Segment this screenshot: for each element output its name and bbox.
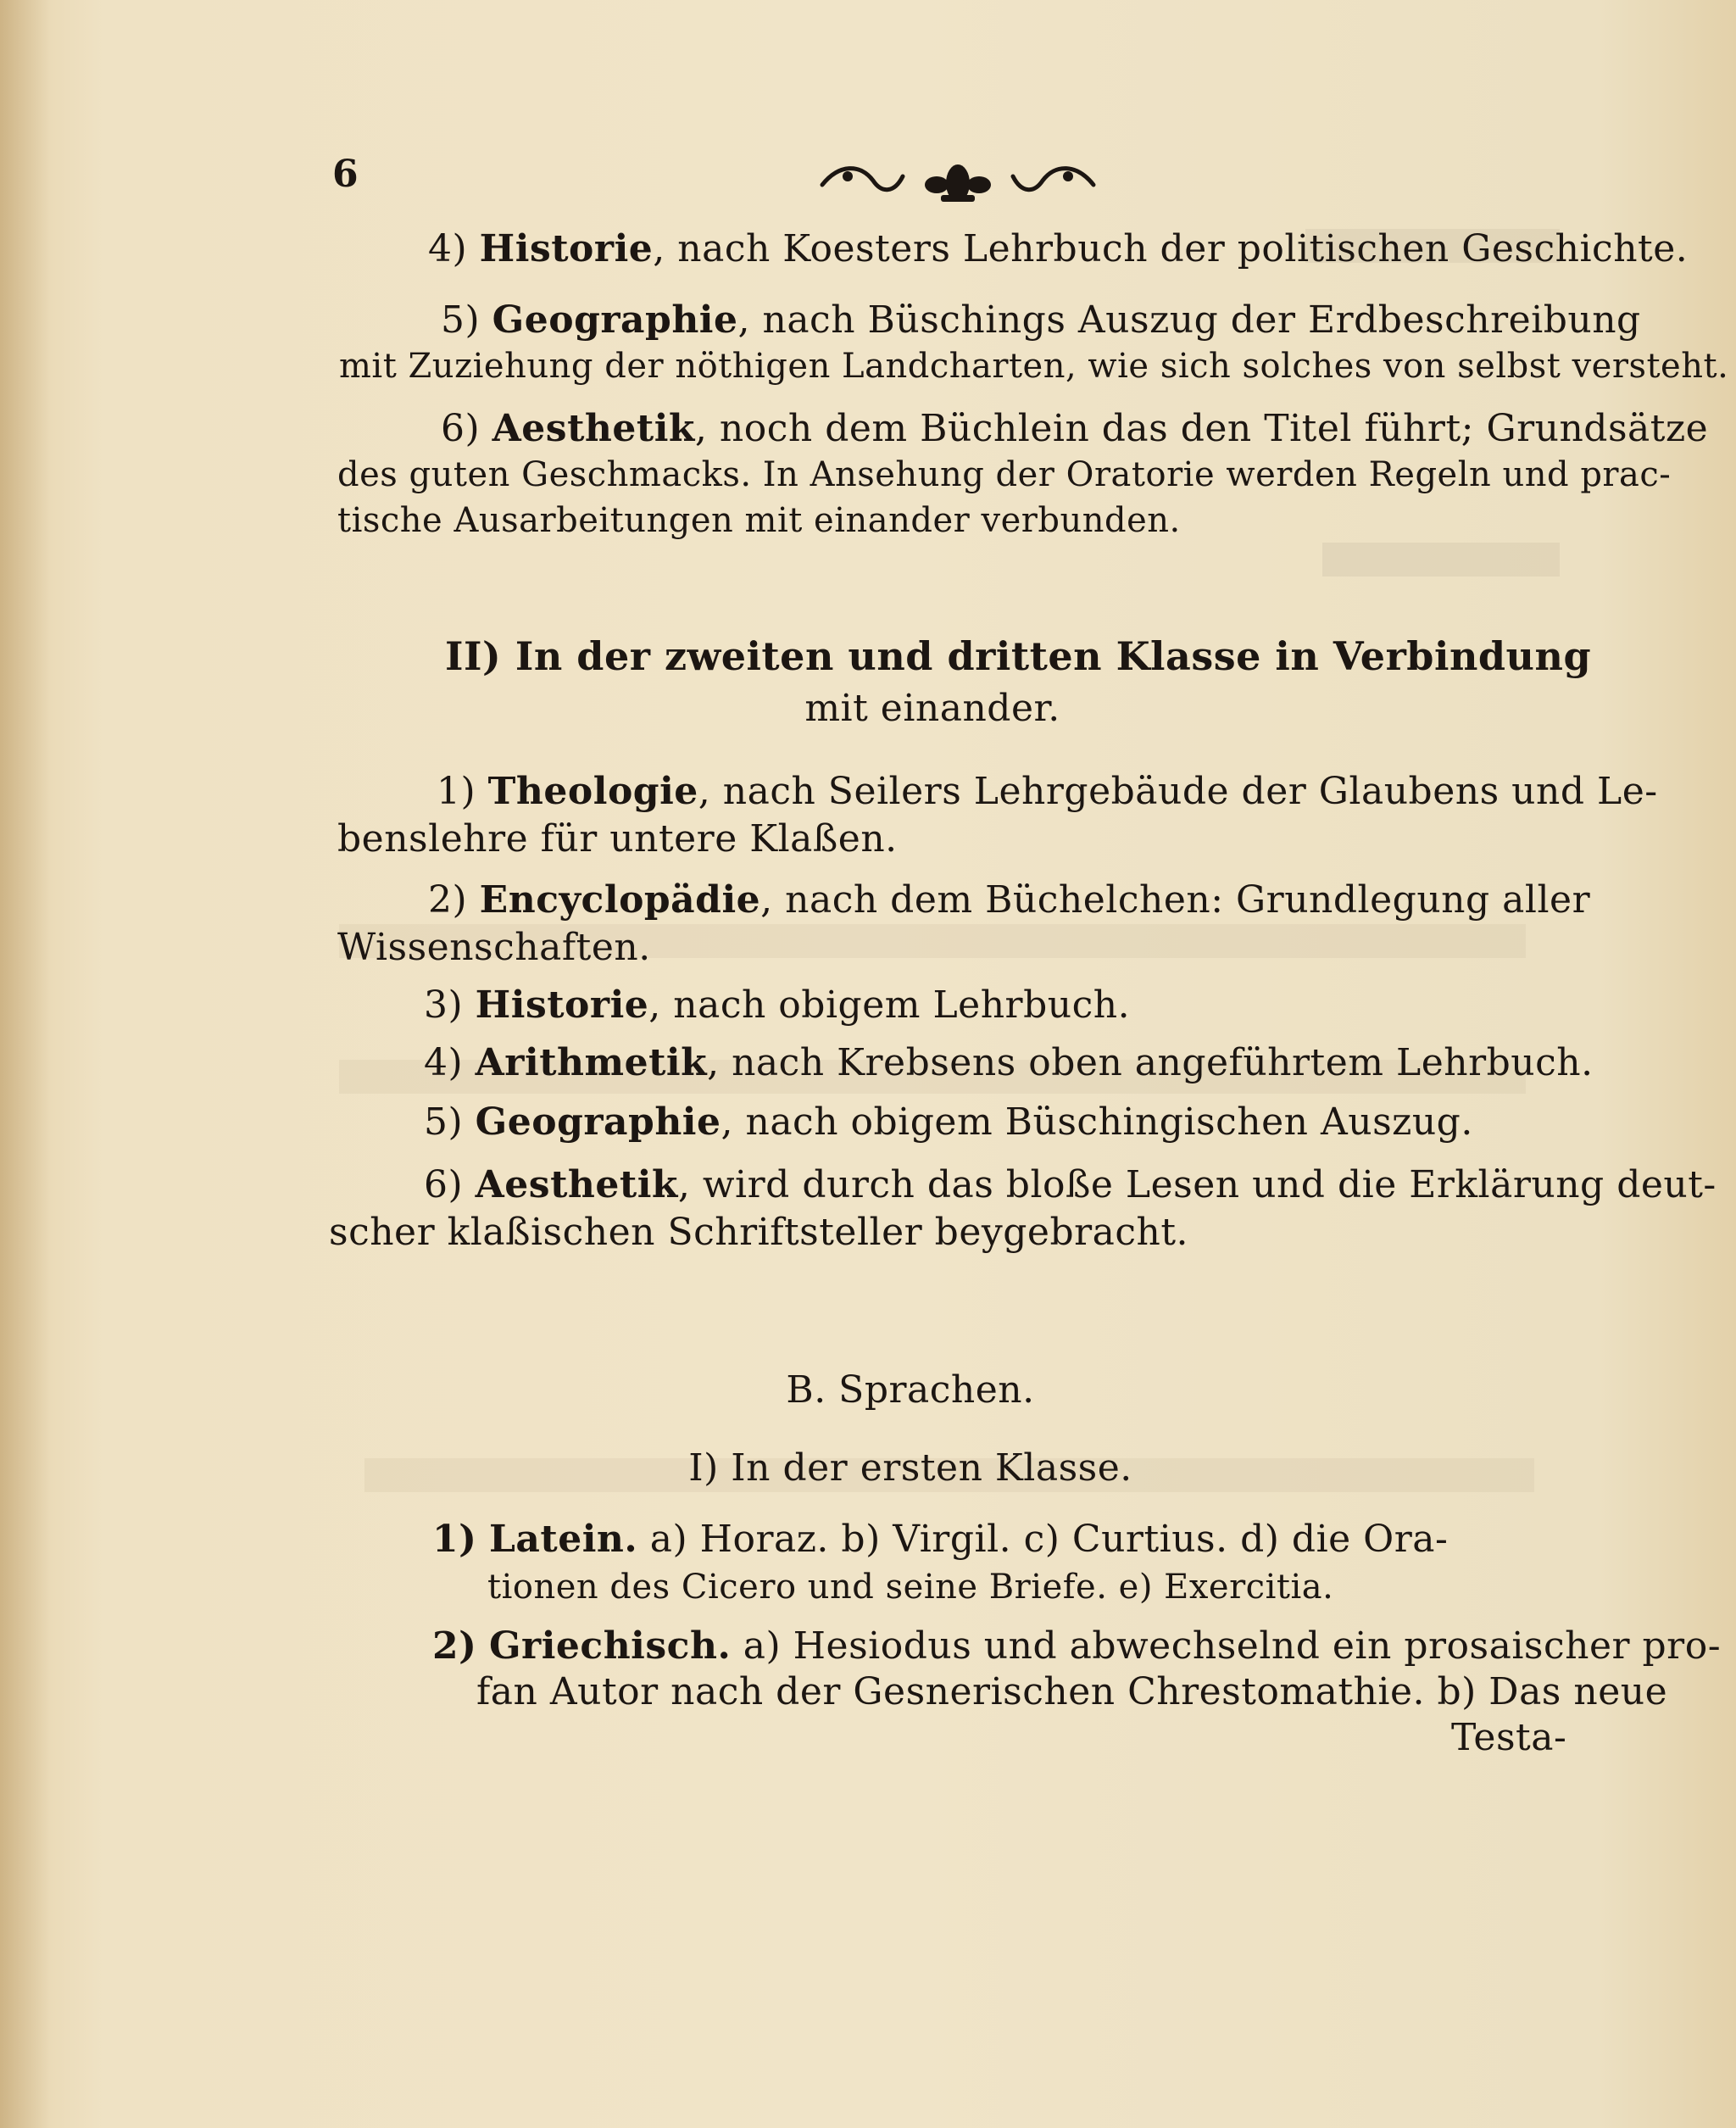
- list-item: [432, 1624, 1721, 1668]
- page-number: 6: [332, 153, 359, 196]
- item-subject: Geographie: [492, 298, 738, 342]
- list-item: [424, 983, 1130, 1028]
- list-item: [432, 1518, 1448, 1562]
- item-subject: Historie: [475, 983, 649, 1027]
- item-subject: Arithmetik: [475, 1041, 708, 1084]
- item-subject: Geographie: [475, 1100, 721, 1144]
- ornament-vignette-icon: [814, 151, 1102, 210]
- list-item: [424, 1100, 1473, 1145]
- item-number: 5): [441, 298, 481, 342]
- item-continuation: scher klaßischen Schriftsteller beygebracht.: [329, 1211, 1189, 1254]
- item-number: 3): [424, 983, 464, 1027]
- item-text: a) Horaz. b) Virgil. c) Curtius. d) die Ora-: [649, 1518, 1449, 1561]
- item-number: 6): [424, 1163, 464, 1206]
- item-text: , noch dem Büchlein das den Titel führt; Grundsätze: [694, 407, 1709, 450]
- section-heading: II) In der zweiten und dritten Klasse in Verbindung: [445, 633, 1592, 679]
- item-subject: Historie: [479, 227, 654, 270]
- item-subject: Theologie: [487, 770, 698, 813]
- item-subject: Griechisch.: [488, 1624, 732, 1668]
- item-continuation: tische Ausarbeitungen mit einander verbunden.: [337, 501, 1181, 540]
- item-number: 1): [437, 770, 476, 813]
- list-item: [424, 1041, 1594, 1085]
- catchword: Testa-: [1451, 1716, 1567, 1759]
- item-text: , nach Büschings Auszug der Erdbeschreibung: [737, 298, 1641, 342]
- item-continuation: tionen des Cicero und seine Briefe. e) Exercitia.: [487, 1568, 1334, 1607]
- list-item: [437, 770, 1658, 814]
- section-heading: B. Sprachen.: [786, 1368, 1035, 1412]
- item-text: , nach Koesters Lehrbuch der politischen Geschichte.: [653, 227, 1689, 270]
- item-subject: Aesthetik: [475, 1163, 678, 1206]
- item-number: 1): [432, 1518, 477, 1561]
- item-subject: Latein.: [488, 1518, 638, 1561]
- item-continuation: fan Autor nach der Gesnerischen Chrestomathie. b) Das neue: [476, 1670, 1668, 1713]
- list-item: [424, 1163, 1717, 1207]
- item-continuation: des guten Geschmacks. In Ansehung der Oratorie werden Regeln und prac-: [337, 455, 1672, 494]
- item-number: 4): [424, 1041, 464, 1084]
- list-item: [441, 298, 1641, 343]
- item-number: 4): [428, 227, 468, 270]
- item-number: 2): [428, 878, 468, 922]
- item-text: , nach obigem Lehrbuch.: [648, 983, 1131, 1027]
- item-subject: Encyclopädie: [479, 878, 761, 922]
- item-continuation: mit Zuziehung der nöthigen Landcharten, wie sich solches von selbst versteht.: [339, 347, 1729, 386]
- item-text: , wird durch das bloße Lesen und die Erklärung deut-: [677, 1163, 1717, 1206]
- item-number: 6): [441, 407, 481, 450]
- item-subject: Aesthetik: [492, 407, 695, 450]
- page-edge-shadow: [0, 0, 51, 2128]
- subsection-heading: I) In der ersten Klasse.: [688, 1446, 1132, 1490]
- item-text: , nach obigem Büschingischen Auszug.: [721, 1100, 1473, 1144]
- item-continuation: benslehre für untere Klaßen.: [337, 817, 898, 861]
- item-text: , nach Krebsens oben angeführtem Lehrbuch.: [707, 1041, 1594, 1084]
- section-heading-continuation: mit einander.: [804, 687, 1060, 730]
- list-item: [428, 227, 1688, 271]
- item-number: 5): [424, 1100, 464, 1144]
- item-text: , nach dem Büchelchen: Grundlegung aller: [760, 878, 1591, 922]
- list-item: [428, 878, 1590, 922]
- item-text: a) Hesiodus und abwechselnd ein prosaischer pro-: [743, 1624, 1722, 1668]
- item-text: , nach Seilers Lehrgebäude der Glaubens und Le-: [698, 770, 1658, 813]
- list-item: [441, 407, 1708, 451]
- item-continuation: Wissenschaften.: [337, 926, 651, 969]
- item-number: 2): [432, 1624, 477, 1668]
